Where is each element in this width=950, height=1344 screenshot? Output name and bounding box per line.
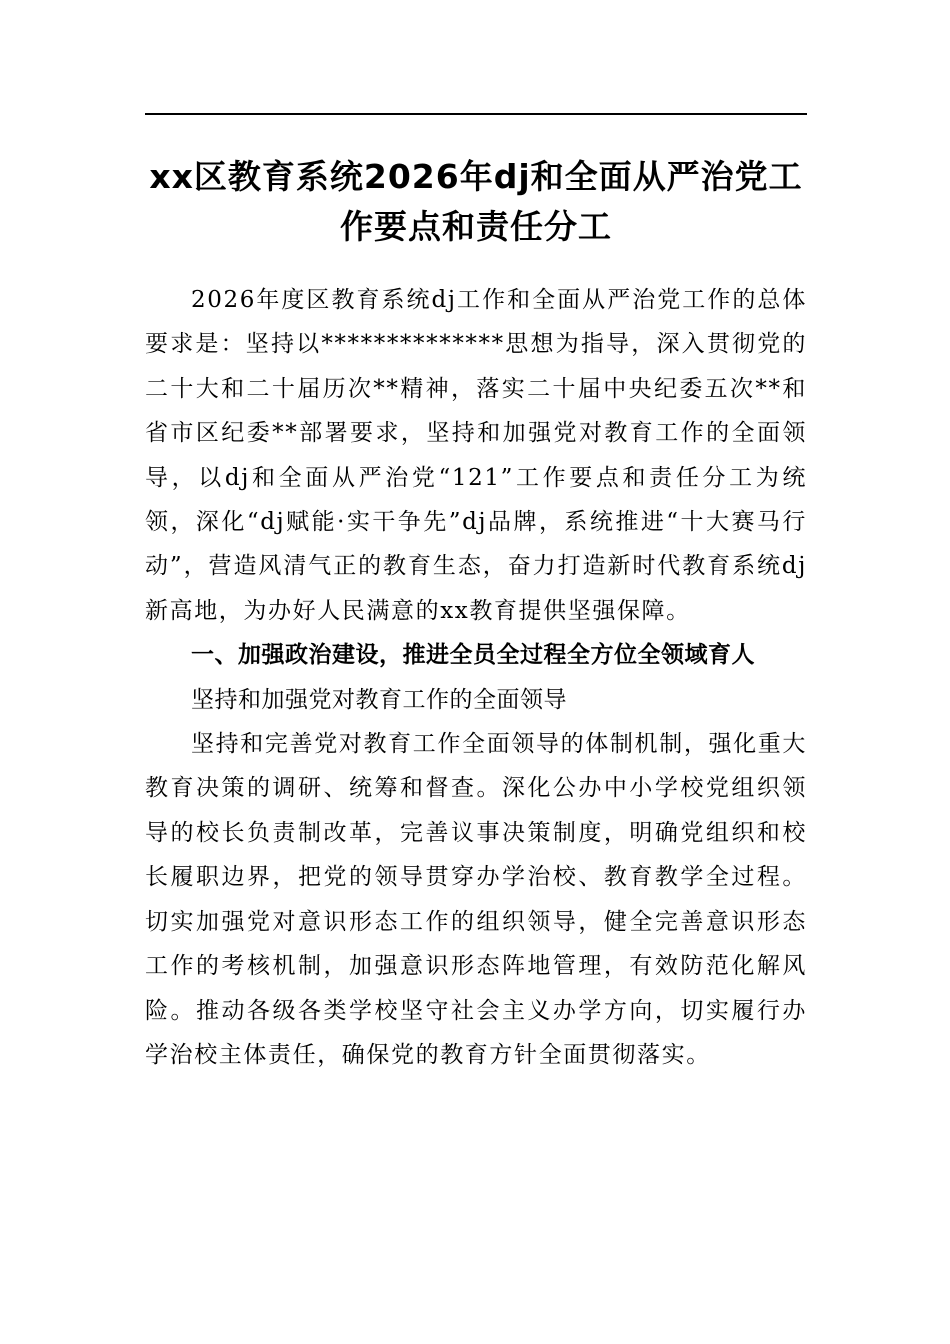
document-title: xx区教育系统2026年dj和全面从严治党工作要点和责任分工 [149,157,803,246]
document-body [145,278,807,1077]
section-heading: 一、加强政治建设，推进全员全过程全方位全领域育人 [191,642,755,669]
sub-heading: 坚持和加强党对教育工作的全面领导 [191,686,567,713]
section-paragraph: 坚持和完善党对教育工作全面领导的体制机制，强化重大教育决策的调研、统筹和督查。深化公办中小学校党组织领导的校长负责制改革，完善议事决策制度，明确党组织和校长履职边界，把党的领导贯穿办学治校、教育教学全过程。切实加强党对意识形态工作的组织领导，健全完善意识形态工作的考核机制，加强意识形态阵地管理，有效防范化解风险。推动各级各类学校坚守社会主义办学方向，切实履行办学治校主体责任，确保党的教育方针全面贯彻落实。 [145,731,807,1068]
intro-paragraph: 2026年度区教育系统dj工作和全面从严治党工作的总体要求是：坚持以**************思想为指导，深入贯彻党的二十大和二十届历次**精神，落实二十届中央纪委五次**和省市区纪委**部署要求，坚持和加强党对教育工作的全面领导，以dj和全面从严治党“121”工作要点和责任分工为统领，深化“dj赋能·实干争先”dj品牌，系统推进“十大赛马行动”，营造风清气正的教育生态，奋力打造新时代教育系统dj新高地，为办好人民满意的xx教育提供坚强保障。 [145,287,807,624]
header-rule [145,113,807,115]
